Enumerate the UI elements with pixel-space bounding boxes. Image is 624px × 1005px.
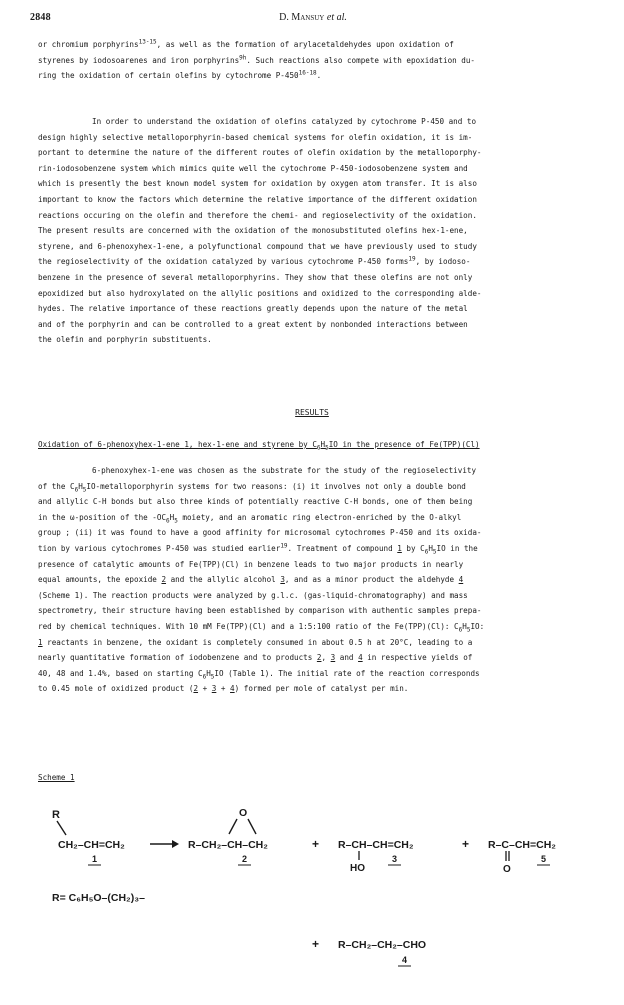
text-line: styrenes by iodosoarenes and iron porphyrins$^{9h}$. Such reactions also compete with epoxidation du- [38,54,475,65]
text-line: benzene in the presence of several metalloporphyrins. They show that these olefins are not only [38,272,473,282]
ketone-number: 5 [541,854,547,864]
text-line: styrene, and 6-phenoxyhex-1-ene, a polyfunctional compound that we have previously used to study [38,241,477,251]
text-line: hydes. The relative importance of these reactions greatly depends upon the nature of the metal [38,304,468,314]
text-line: equal amounts, the epoxide 2 and the allylic alcohol 3, and as a minor product the aldehyde 4 [38,575,464,585]
alcohol-number: 3 [392,854,398,864]
text-line: which is presently the best known model system for oxidation by oxygen atom transfer. It is also [38,179,477,189]
reaction-scheme [0,790,624,995]
text-line: 40, 48 and 1.4%, based on starting $C_6H_5IO$ (Table 1). The initial rate of the reaction corresponds [38,668,480,681]
alcohol-hydroxyl: HO [350,863,365,874]
text-line: of the $C_6H_5IO$-metalloporphyrin systems for two reasons: (i) it involves not only a double bond [38,481,466,494]
plus-sign: + [462,837,470,851]
text-line: tion by various cytochromes P-450 was studied earlier$^{19}$. Treatment of compound 1 by $C_6H_5IO$ in the [38,542,478,556]
text-line: or chromium porphyrins$^{13-15}$, as well as the formation of arylacetaldehydes upon oxidation of [38,38,454,49]
paragraph-results [38,463,596,697]
text-line: to 0.45 mole of oxidized product (2 + 3 + 4) formed per mole of catalyst per min. [38,684,409,694]
reactant-number: 1 [92,854,98,864]
text-line: presence of catalytic amounts of Fe(TPP)(Cl) in benzene leads to two major products in nearly [38,559,464,569]
epoxide-formula: R–CH₂–CH–CH₂ [188,839,268,851]
ketone-oxygen: O [503,864,511,875]
paragraph-aim [38,114,596,348]
epoxide-bond-right [248,819,256,834]
text-line: important to know the factors which determine the relative importance of the different oxidation [38,194,477,204]
epoxide-bond-left [229,819,237,834]
text-line: (Scheme 1). The reaction products were analyzed by g.l.c. (gas-liquid-chromatography) and mass [38,590,468,600]
author-name: Mansuy [291,12,325,23]
text-line: the regioselectivity of the oxidation catalyzed by various cytochrome P-450 forms$^{19}$, by iodoso- [38,255,471,267]
plus-sign: + [312,837,320,851]
page-header [30,12,596,26]
text-line: ring the oxidation of certain olefins by cytochrome P-450$^{16-18}$. [38,69,322,81]
text-line: portant to determine the nature of the different routes of olefin oxidation by the metalloporphy- [38,148,482,158]
ketone-formula: R–C–CH=CH₂ [488,839,556,851]
aldehyde-formula: R–CH₂–CH₂–CHO [338,939,427,951]
text-line: reactions occuring on the olefin and therefore the chemi- and regioselectivity of the oxidation. [38,210,477,220]
text-line: group ; (ii) it was found to have a good affinity for microsomal cytochromes P-450 and its oxida- [38,528,482,538]
paragraph-intro-end [38,37,596,84]
text-line: and of the porphyrin and can be controlled to a great extent by nonbonded interactions between [38,319,468,329]
text-line: 6-phenoxyhex-1-ene was chosen as the substrate for the study of the regioselectivity [92,466,477,475]
text-line: 1 reactants in benzene, the oxidant is completely consumed in about 0.5 h at 20°C, leading to a [38,637,473,647]
text-line: nearly quantitative formation of iodobenzene and to products 2, 3 and 4 in respective yields of [38,653,473,663]
text-line: and allylic C-H bonds but also three kinds of potentially reactive C-H bonds, one of them being [38,497,473,507]
section-title: Oxidation of 6-phenoxyhex-1-ene 1, hex-1-ene and styrene by $C_6H_5IO$ in the presence of Fe(TPP)(Cl) [38,440,480,452]
aldehyde-number: 4 [402,955,408,965]
text-line: design highly selective metalloporphyrin-based chemical systems for olefin oxidation, it is im- [38,132,473,142]
reaction-arrow-head [172,840,179,848]
text-line: The present results are concerned with the oxidation of the monosubstituted olefins hex-1-ene, [38,226,468,236]
plus-sign: + [312,937,320,951]
text-line: the olefin and porphyrin substituents. [38,335,212,345]
epoxide-oxygen: O [239,807,248,819]
text-line: rin-iodosobenzene system which mimics quite well the cytochrome P-450-iodosobenzene system and [38,163,468,173]
text-line: epoxidized but also hydroxylated on the allylic positions and oxidized to the corresponding alde- [38,288,482,298]
alcohol-formula: R–CH–CH=CH₂ [338,839,414,851]
r-group-definition: R= C₆H₅O–(CH₂)₃– [52,892,145,904]
text-line: In order to understand the oxidation of olefins catalyzed by cytochrome P-450 and to [92,117,477,126]
page-number: 2848 [30,12,51,23]
text-line: red by chemical techniques. With 10 mM Fe(TPP)(Cl) and a 1:5:100 ratio of the Fe(TPP)(Cl): $C_6H_5IO$: [38,621,485,634]
reactant-r-label: R [52,809,60,821]
running-head: D. Mansuy et al. [279,12,347,23]
reactant-bond [57,821,66,835]
scheme-label: Scheme 1 [38,773,75,782]
results-heading: RESULTS [295,408,329,417]
text-line: spectrometry, their structure having been established by comparison with authentic samples prepa- [38,606,482,616]
epoxide-number: 2 [242,854,248,864]
text-line: in the ω-position of the $-OC_6H_5$ moiety, and an aromatic ring electron-enriched by the O-alkyl [38,512,462,525]
reactant-formula: CH₂–CH=CH₂ [58,839,125,851]
